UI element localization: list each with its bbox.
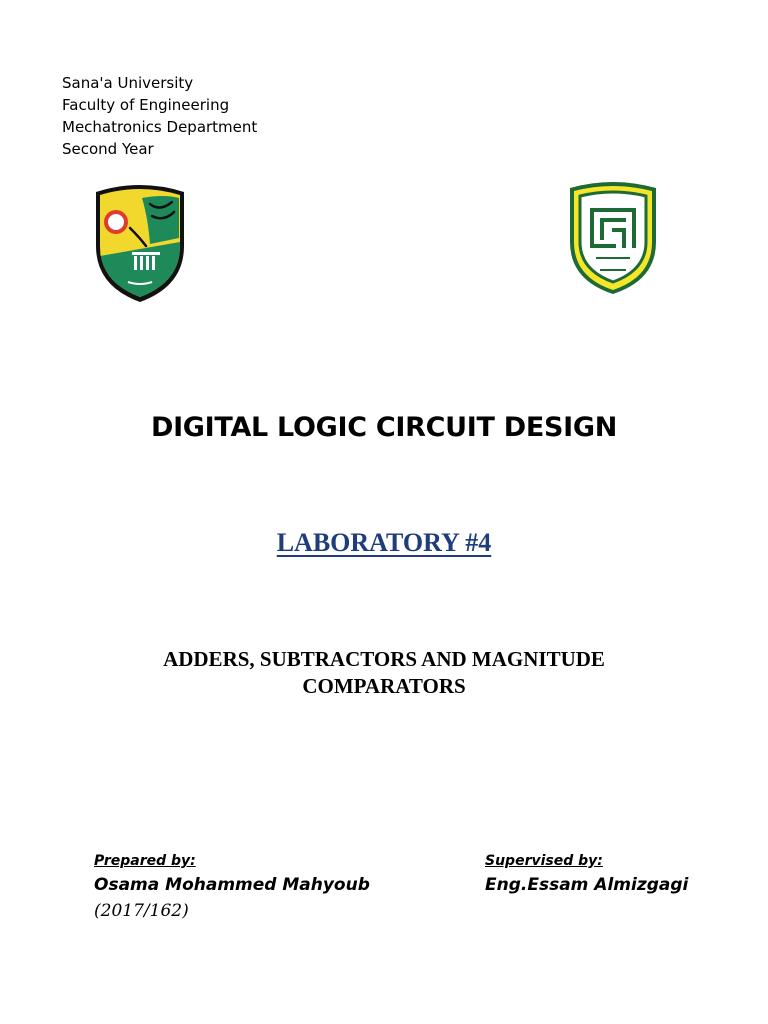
faculty-of-engineering-crest-icon [566,180,660,296]
study-year: Second Year [62,140,154,158]
department-name: Mechatronics Department [62,118,258,136]
supervised-by-label: Supervised by: [485,853,603,869]
subtitle-line-1: ADDERS, SUBTRACTORS AND MAGNITUDE [163,647,605,671]
laboratory-title [0,528,768,558]
lab-subtitle [0,646,768,700]
faculty-name: Faculty of Engineering [62,96,230,114]
institution-header [62,72,257,160]
subtitle-line-2: COMPARATORS [302,674,466,698]
sanaa-university-crest-icon [90,182,190,304]
laboratory-title-text: LABORATORY #4 [276,528,492,557]
supervisor-name: Eng.Essam Almizgagi [485,875,689,895]
student-id: (2017/162) [94,901,189,921]
prepared-by-label: Prepared by: [94,853,196,869]
supervised-by-block [485,850,688,898]
author-name: Osama Mohammed Mahyoub [94,875,370,895]
document-title: DIGITAL LOGIC CIRCUIT DESIGN [150,412,618,443]
prepared-by-block [94,850,370,924]
university-name: Sana'a University [62,74,194,92]
